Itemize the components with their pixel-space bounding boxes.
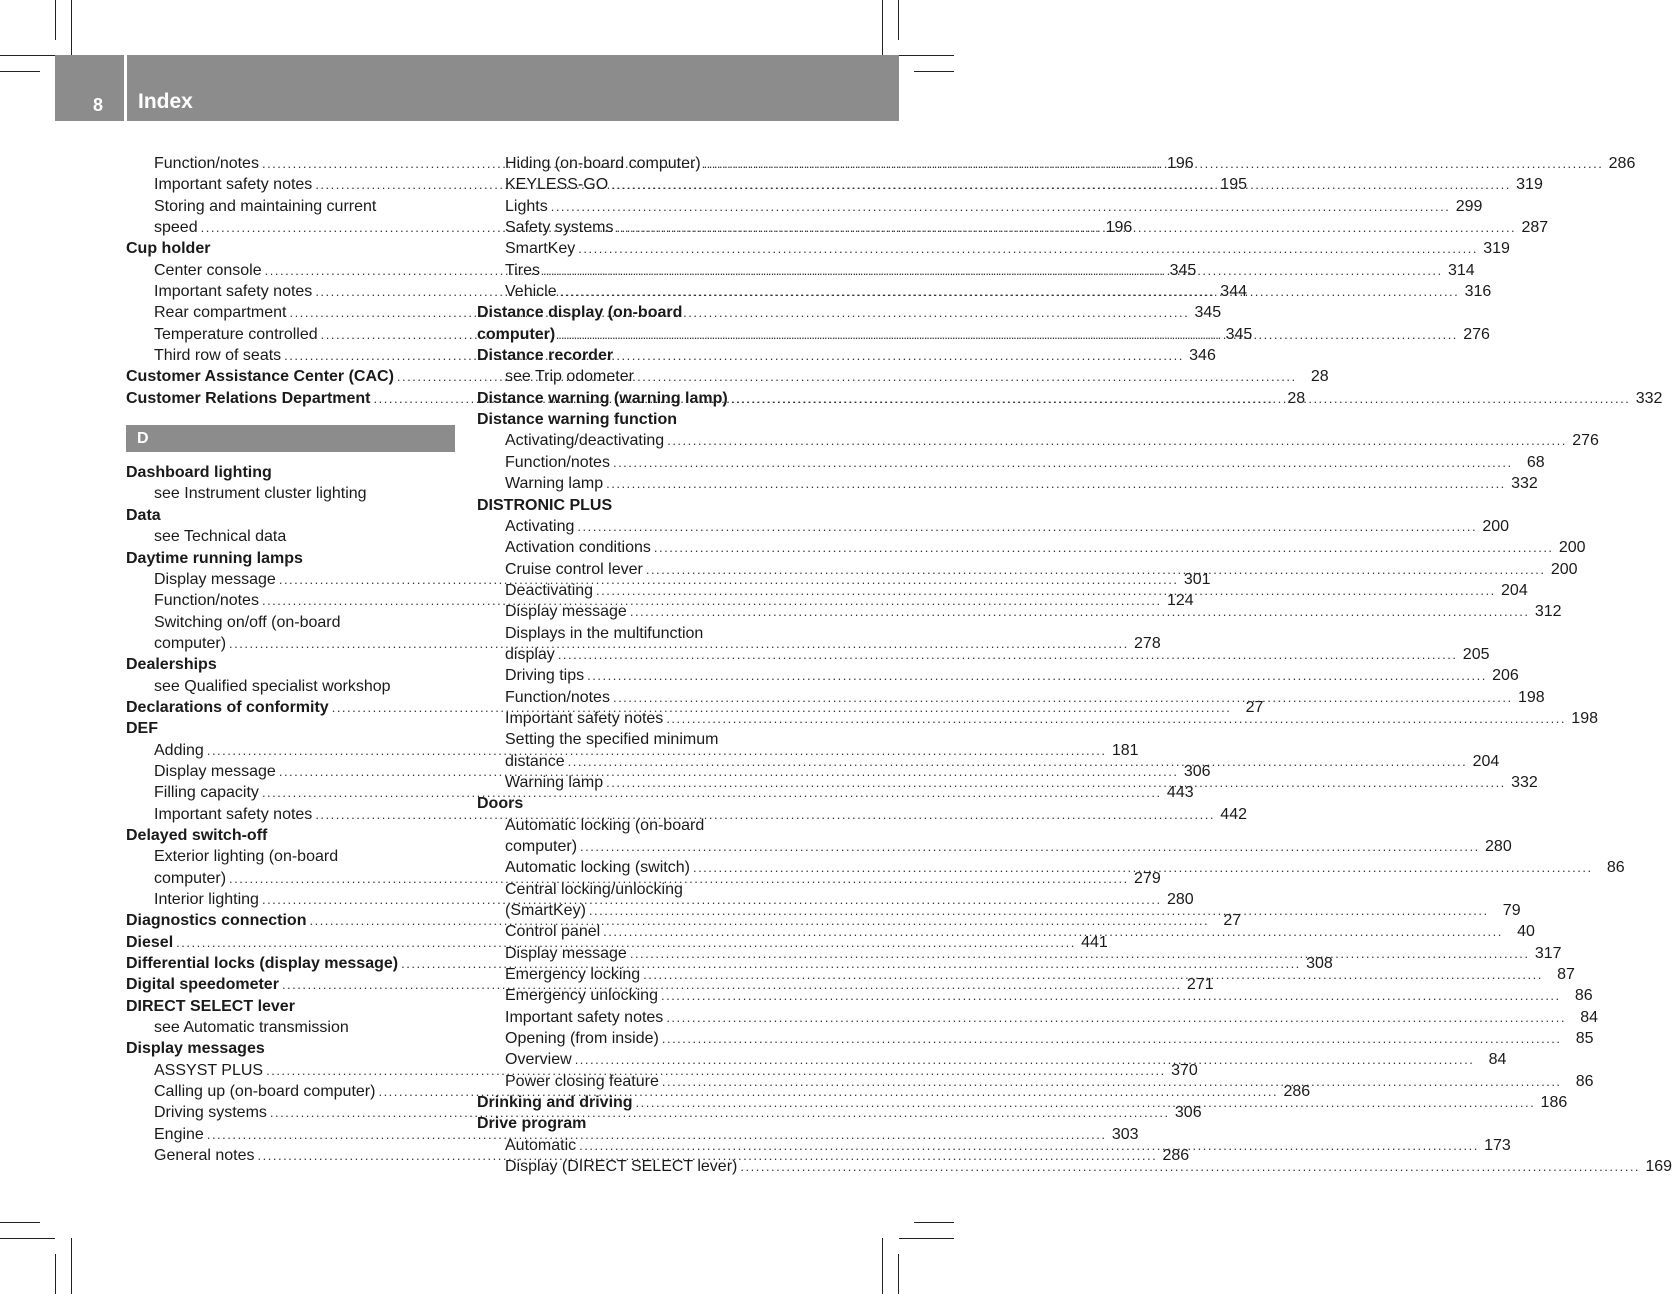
entry-page-number: 287 bbox=[1521, 219, 1549, 237]
leader-dots bbox=[560, 281, 1460, 302]
index-entry bbox=[477, 430, 1599, 451]
index-entry bbox=[126, 548, 455, 569]
leader-dots bbox=[662, 1071, 1562, 1092]
leader-dots bbox=[578, 238, 1478, 259]
crop-mark bbox=[882, 1238, 883, 1294]
index-entry bbox=[477, 815, 806, 836]
entry-page-number: 40 bbox=[1517, 923, 1535, 941]
entry-page-number: 86 bbox=[1575, 1072, 1594, 1090]
entry-text: Diagnostics connection bbox=[126, 912, 307, 930]
entry-text: Tires bbox=[505, 261, 540, 279]
entry-text: Setting the specified minimum bbox=[505, 731, 719, 749]
entry-text: Customer Relations Department bbox=[126, 389, 371, 407]
entry-page-number: 198 bbox=[1517, 688, 1545, 706]
crop-mark bbox=[899, 55, 954, 56]
entry-page-number: 332 bbox=[1511, 475, 1538, 493]
entry-page-number: 28 bbox=[1287, 389, 1306, 407]
leader-dots bbox=[643, 964, 1543, 985]
page-title: Index bbox=[138, 90, 193, 113]
crop-mark bbox=[898, 1254, 899, 1294]
entry-text: Activating bbox=[505, 517, 575, 535]
entry-text: computer) bbox=[154, 869, 227, 887]
entry-text: Doors bbox=[477, 795, 524, 813]
entry-text: Display message bbox=[154, 570, 276, 588]
index-entry bbox=[126, 505, 455, 526]
index-entry bbox=[126, 196, 455, 217]
entry-text: Diesel bbox=[126, 933, 174, 951]
index-entry bbox=[477, 836, 1512, 857]
index-entry bbox=[126, 483, 455, 504]
entry-text: Important safety notes bbox=[154, 283, 313, 301]
entry-text: Important safety notes bbox=[505, 1008, 664, 1026]
index-entry bbox=[126, 846, 455, 867]
entry-text: General notes bbox=[154, 1147, 255, 1165]
entry-text: Drive program bbox=[477, 1115, 587, 1133]
entry-page-number: 306 bbox=[1174, 1104, 1202, 1122]
entry-page-number: 344 bbox=[1220, 283, 1247, 301]
entry-page-number: 27 bbox=[1245, 698, 1264, 716]
entry-page-number: 319 bbox=[1483, 240, 1510, 258]
crop-mark bbox=[899, 1238, 954, 1239]
entry-page-number: 206 bbox=[1492, 667, 1519, 685]
entry-page-number: 280 bbox=[1485, 838, 1512, 855]
entry-page-number: 28 bbox=[1310, 368, 1329, 386]
entry-page-number: 286 bbox=[1162, 1147, 1190, 1165]
entry-page-number: 195 bbox=[1220, 176, 1247, 194]
entry-text: Adding bbox=[154, 741, 204, 759]
entry-page-number: 196 bbox=[1166, 155, 1194, 172]
entry-text: Activation conditions bbox=[505, 539, 651, 557]
entry-page-number: 200 bbox=[1558, 539, 1586, 557]
entry-text: Differential locks (display message) bbox=[126, 955, 399, 973]
section-letter-bar: D bbox=[126, 425, 455, 452]
entry-text: Emergency unlocking bbox=[505, 987, 658, 1005]
crop-mark bbox=[55, 1254, 56, 1294]
entry-text: Delayed switch-off bbox=[126, 826, 268, 844]
index-entry bbox=[477, 1113, 806, 1134]
entry-page-number: 86 bbox=[1574, 987, 1593, 1005]
entry-text: Lights bbox=[505, 197, 548, 215]
index-entry bbox=[126, 462, 455, 483]
entry-text: Important safety notes bbox=[154, 805, 313, 823]
entry-page-number: 87 bbox=[1557, 966, 1575, 984]
entry-page-number: 205 bbox=[1462, 645, 1490, 663]
entry-text: Activating/deactivating bbox=[505, 432, 665, 450]
entry-text: Driving tips bbox=[505, 667, 585, 685]
index-entry bbox=[477, 345, 806, 366]
entry-page-number: 86 bbox=[1606, 859, 1625, 877]
entry-page-number: 441 bbox=[1081, 933, 1108, 951]
entry-page-number: 316 bbox=[1464, 283, 1492, 301]
index-entry bbox=[126, 612, 455, 633]
crop-mark bbox=[0, 71, 40, 72]
index-entry bbox=[126, 676, 455, 697]
entry-page-number: 186 bbox=[1540, 1094, 1568, 1112]
entry-page-number: 84 bbox=[1580, 1008, 1598, 1026]
crop-mark bbox=[898, 0, 899, 40]
entry-page-number: 319 bbox=[1516, 176, 1543, 194]
entry-text: Displays in the multifunction bbox=[505, 624, 704, 642]
entry-page-number: 286 bbox=[1608, 155, 1636, 172]
entry-text: Filling capacity bbox=[154, 784, 259, 802]
index-entry bbox=[477, 302, 806, 323]
index-entry bbox=[477, 366, 806, 387]
crop-mark bbox=[914, 1222, 954, 1223]
page-header bbox=[55, 55, 899, 121]
entry-text: Engine bbox=[154, 1125, 204, 1143]
entry-page-number: 442 bbox=[1220, 805, 1247, 823]
index-entry bbox=[477, 452, 1545, 473]
leader-dots bbox=[654, 537, 1554, 558]
leader-dots bbox=[603, 921, 1503, 942]
entry-text: Control panel bbox=[505, 923, 601, 941]
index-entry bbox=[477, 729, 806, 750]
entry-text: computer) bbox=[477, 325, 556, 343]
index-entry bbox=[126, 996, 455, 1017]
crop-mark bbox=[71, 1238, 72, 1294]
entry-text: Switching on/off (on-board bbox=[154, 613, 341, 631]
entry-text: Deactivating bbox=[505, 581, 594, 599]
entry-page-number: 169 bbox=[1645, 1158, 1672, 1176]
index-entry bbox=[477, 623, 806, 644]
entry-text: Function/notes bbox=[505, 453, 610, 471]
entry-text: DEF bbox=[126, 720, 158, 738]
entry-page-number: 280 bbox=[1166, 891, 1194, 908]
leader-dots bbox=[731, 388, 1631, 409]
leader-dots bbox=[630, 601, 1530, 622]
entry-text: Digital speedometer bbox=[126, 976, 279, 994]
entry-text: Temperature controlled bbox=[154, 325, 318, 343]
entry-text: see Qualified specialist workshop bbox=[154, 677, 391, 695]
crop-mark bbox=[882, 0, 883, 55]
entry-page-number: 443 bbox=[1166, 784, 1194, 802]
index-entry bbox=[126, 718, 455, 739]
entry-page-number: 370 bbox=[1171, 1061, 1198, 1079]
entry-text: Storing and maintaining current bbox=[154, 197, 377, 215]
index-entry bbox=[477, 1007, 1598, 1028]
leader-dots bbox=[693, 857, 1593, 878]
entry-page-number: 204 bbox=[1472, 752, 1500, 770]
page-number: 8 bbox=[93, 95, 104, 115]
entry-text: Warning lamp bbox=[505, 475, 604, 493]
leader-dots bbox=[606, 772, 1506, 793]
leader-dots bbox=[611, 174, 1511, 195]
entry-page-number: 276 bbox=[1572, 432, 1599, 450]
index-entry bbox=[477, 409, 806, 430]
entry-page-number: 181 bbox=[1111, 741, 1139, 759]
entry-page-number: 346 bbox=[1189, 347, 1216, 365]
entry-page-number: 173 bbox=[1484, 1136, 1511, 1154]
entry-text: DIRECT SELECT lever bbox=[126, 997, 295, 1015]
entry-text: KEYLESS-GO bbox=[505, 176, 609, 194]
index-entry bbox=[126, 825, 455, 846]
entry-text: Exterior lighting (on-board bbox=[154, 848, 339, 866]
entry-text: Display message bbox=[505, 603, 627, 621]
leader-dots bbox=[667, 430, 1567, 451]
entry-text: Warning lamp bbox=[505, 773, 604, 791]
entry-text: Third row of seats bbox=[154, 347, 282, 365]
entry-page-number: 312 bbox=[1534, 603, 1562, 621]
entry-page-number: 27 bbox=[1223, 912, 1242, 930]
entry-page-number: 345 bbox=[1169, 261, 1197, 279]
entry-page-number: 286 bbox=[1283, 1083, 1311, 1101]
index-entry bbox=[126, 654, 455, 675]
entry-text: Display (DIRECT SELECT lever) bbox=[505, 1158, 738, 1176]
index-entry bbox=[477, 516, 1510, 537]
leader-dots bbox=[661, 985, 1561, 1006]
leader-dots bbox=[613, 687, 1513, 708]
entry-text: Vehicle bbox=[505, 283, 557, 301]
entry-text: Calling up (on-board computer) bbox=[154, 1083, 376, 1101]
entry-page-number: 303 bbox=[1111, 1125, 1139, 1143]
entry-text: Function/notes bbox=[154, 155, 259, 172]
entry-text: Automatic locking (switch) bbox=[505, 859, 690, 877]
crop-mark bbox=[0, 1222, 40, 1223]
entry-page-number: 345 bbox=[1225, 325, 1253, 343]
leader-dots bbox=[606, 473, 1506, 494]
entry-text: Display messages bbox=[126, 1040, 265, 1058]
entry-text: computer) bbox=[505, 838, 578, 855]
index-entry bbox=[477, 473, 1538, 494]
crop-mark bbox=[55, 0, 56, 40]
entry-text: (SmartKey) bbox=[505, 902, 586, 920]
leader-dots bbox=[568, 751, 1468, 772]
entry-page-number: 84 bbox=[1488, 1051, 1507, 1069]
entry-text: Distance warning function bbox=[477, 411, 678, 429]
entry-text: see Automatic transmission bbox=[154, 1019, 349, 1037]
entry-page-number: 79 bbox=[1502, 902, 1521, 920]
index-entry bbox=[477, 708, 1598, 729]
leader-dots bbox=[630, 943, 1530, 964]
entry-text: Center console bbox=[154, 261, 262, 279]
entry-text: Power closing feature bbox=[505, 1072, 659, 1090]
index-entry bbox=[126, 1038, 455, 1059]
entry-text: see Instrument cluster lighting bbox=[154, 485, 367, 503]
entry-page-number: 276 bbox=[1463, 325, 1490, 343]
entry-text: Function/notes bbox=[505, 688, 610, 706]
leader-dots bbox=[551, 196, 1451, 217]
entry-text: distance bbox=[505, 752, 565, 770]
entry-text: Customer Assistance Center (CAC) bbox=[126, 368, 394, 386]
entry-text: see Trip odometer bbox=[505, 368, 634, 386]
index-entry bbox=[126, 1017, 455, 1038]
index-entry bbox=[477, 665, 1519, 686]
index-entry bbox=[477, 537, 1586, 558]
index-entry bbox=[477, 879, 806, 900]
leader-dots bbox=[596, 580, 1496, 601]
entry-page-number: 299 bbox=[1455, 197, 1483, 215]
crop-mark bbox=[914, 71, 954, 72]
entry-text: Dashboard lighting bbox=[126, 464, 272, 482]
entry-text: Emergency locking bbox=[505, 966, 641, 984]
entry-text: ASSYST PLUS bbox=[154, 1061, 264, 1079]
entry-text: Rear compartment bbox=[154, 304, 287, 322]
leader-dots bbox=[589, 900, 1489, 921]
leader-dots bbox=[616, 217, 1516, 238]
entry-text: Distance display (on-board bbox=[477, 304, 683, 322]
entry-text: Function/notes bbox=[154, 592, 259, 610]
leader-dots bbox=[646, 559, 1546, 580]
leader-dots bbox=[577, 516, 1477, 537]
entry-text: Drinking and driving bbox=[477, 1094, 633, 1112]
index-entry bbox=[477, 793, 806, 814]
entry-text: Important safety notes bbox=[505, 709, 664, 727]
leader-dots bbox=[543, 260, 1443, 281]
entry-text: Opening (from inside) bbox=[505, 1030, 659, 1048]
entry-text: Safety systems bbox=[505, 219, 614, 237]
entry-text: computer) bbox=[154, 634, 227, 652]
entry-page-number: 271 bbox=[1186, 976, 1214, 994]
entry-page-number: 279 bbox=[1134, 869, 1161, 887]
entry-text: Daytime running lamps bbox=[126, 549, 303, 567]
entry-text: Dealerships bbox=[126, 656, 217, 674]
entry-page-number: 200 bbox=[1482, 517, 1510, 535]
entry-text: Automatic bbox=[505, 1136, 577, 1154]
header-divider bbox=[124, 55, 127, 121]
entry-text: Display message bbox=[154, 762, 276, 780]
crop-mark bbox=[0, 55, 55, 56]
entry-text: Interior lighting bbox=[154, 891, 259, 908]
entry-text: Distance warning (warning lamp) bbox=[477, 389, 728, 407]
entry-page-number: 345 bbox=[1194, 304, 1222, 322]
entry-text: Display message bbox=[505, 944, 627, 962]
entry-page-number: 278 bbox=[1134, 634, 1161, 652]
leader-dots bbox=[666, 1007, 1566, 1028]
entry-page-number: 196 bbox=[1105, 219, 1133, 237]
entry-text: DISTRONIC PLUS bbox=[477, 496, 613, 514]
index-entry bbox=[126, 526, 455, 547]
entry-text: Cup holder bbox=[126, 240, 211, 258]
leader-dots bbox=[580, 836, 1480, 857]
entry-text: display bbox=[505, 645, 555, 663]
index-entry bbox=[477, 1028, 1594, 1049]
leader-dots bbox=[558, 324, 1458, 345]
entry-text: see Technical data bbox=[154, 528, 287, 546]
entry-text: Central locking/unlocking bbox=[505, 880, 683, 898]
entry-text: speed bbox=[154, 219, 198, 237]
entry-page-number: 308 bbox=[1306, 955, 1333, 973]
entry-text: SmartKey bbox=[505, 240, 576, 258]
entry-page-number: 332 bbox=[1635, 389, 1663, 407]
leader-dots bbox=[704, 153, 1604, 174]
leader-dots bbox=[613, 452, 1513, 473]
entry-text: Distance recorder bbox=[477, 347, 614, 365]
index-entry bbox=[477, 644, 1490, 665]
entry-text: Cruise control lever bbox=[505, 560, 643, 578]
index-entry bbox=[477, 196, 1483, 217]
entry-text: Declarations of conformity bbox=[126, 698, 329, 716]
entry-text: Important safety notes bbox=[154, 176, 313, 194]
entry-page-number: 301 bbox=[1183, 570, 1211, 588]
entry-page-number: 332 bbox=[1511, 773, 1538, 791]
leader-dots bbox=[575, 1049, 1475, 1070]
index-entry bbox=[477, 495, 806, 516]
entry-page-number: 124 bbox=[1166, 592, 1194, 610]
entry-page-number: 204 bbox=[1501, 581, 1528, 599]
entry-page-number: 198 bbox=[1571, 709, 1598, 727]
leader-dots bbox=[558, 644, 1458, 665]
index-entry bbox=[126, 953, 1333, 974]
entry-page-number: 85 bbox=[1575, 1030, 1594, 1048]
crop-mark bbox=[71, 0, 72, 55]
entry-text: Automatic locking (on-board bbox=[505, 816, 705, 834]
leader-dots bbox=[579, 1135, 1479, 1156]
entry-page-number: 68 bbox=[1526, 453, 1545, 471]
entry-page-number: 314 bbox=[1447, 261, 1475, 279]
entry-text: Data bbox=[126, 506, 161, 524]
index-entry bbox=[477, 238, 1510, 259]
leader-dots bbox=[740, 1156, 1640, 1177]
leader-dots bbox=[636, 1092, 1536, 1113]
index-entry bbox=[126, 238, 455, 259]
entry-text: Driving systems bbox=[154, 1104, 267, 1122]
crop-mark bbox=[0, 1238, 55, 1239]
entry-page-number: 306 bbox=[1183, 762, 1211, 780]
entry-text: Overview bbox=[505, 1051, 572, 1069]
leader-dots bbox=[662, 1028, 1562, 1049]
entry-page-number: 317 bbox=[1534, 944, 1562, 962]
entry-page-number: 200 bbox=[1550, 560, 1578, 578]
entry-text: Hiding (on-board computer) bbox=[505, 155, 701, 172]
leader-dots bbox=[666, 708, 1566, 729]
leader-dots bbox=[587, 665, 1487, 686]
